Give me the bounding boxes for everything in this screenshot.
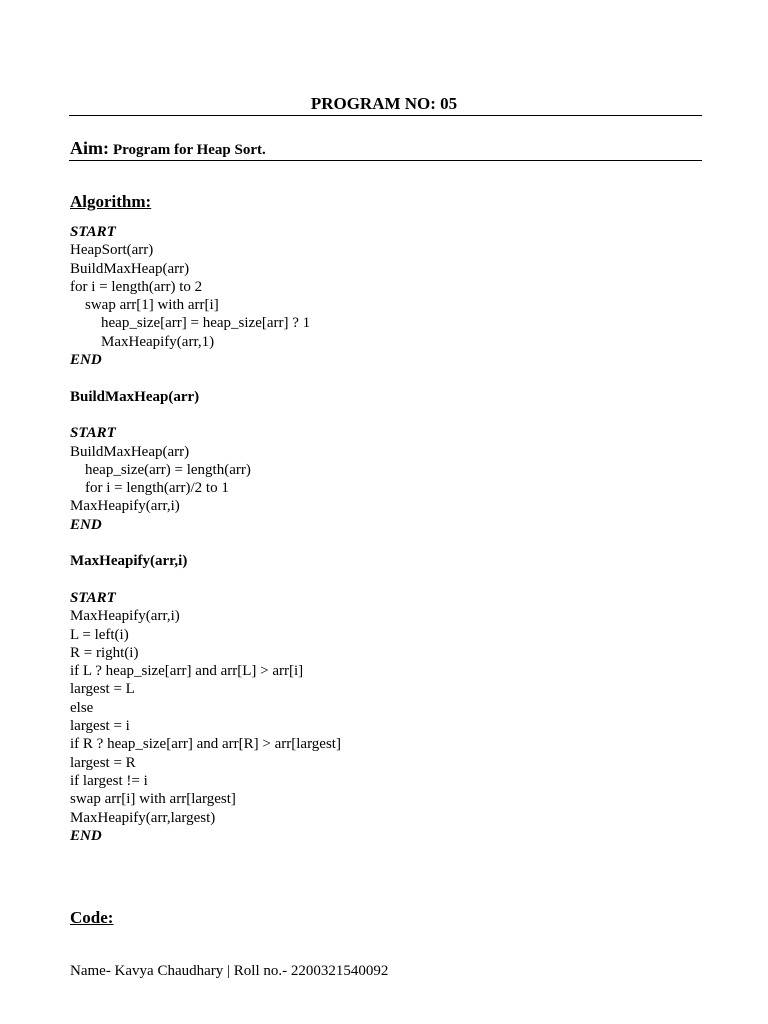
subroutine-heading: BuildMaxHeap(arr) bbox=[70, 388, 200, 405]
algorithm-line: START bbox=[70, 224, 116, 240]
algorithm-line: END bbox=[70, 352, 102, 369]
subroutine-heading: MaxHeapify(arr,i) bbox=[70, 553, 188, 570]
algorithm-line: if R ? heap_size[arr] and arr[R] > arr[largest] bbox=[70, 736, 341, 753]
program-title: PROGRAM NO: 05 bbox=[310, 94, 458, 113]
algorithm-heading: Algorithm: bbox=[70, 192, 152, 211]
title-divider bbox=[69, 115, 702, 116]
code-heading: Code: bbox=[70, 908, 114, 927]
aim-section bbox=[70, 137, 266, 161]
algorithm-line: if largest != i bbox=[70, 772, 148, 789]
algorithm-line: END bbox=[70, 516, 102, 533]
algorithm-blank-line bbox=[70, 571, 341, 589]
algorithm-line: BuildMaxHeap(arr) bbox=[70, 260, 190, 277]
algorithm-line: heap_size[arr] = heap_size[arr] ? 1 bbox=[101, 315, 311, 332]
algorithm-line: largest = R bbox=[70, 754, 136, 771]
algorithm-blank-line bbox=[70, 406, 341, 424]
algorithm-line: for i = length(arr) to 2 bbox=[70, 278, 203, 295]
algorithm-line: else bbox=[70, 699, 94, 716]
algorithm-line: HeapSort(arr) bbox=[70, 242, 154, 259]
algorithm-line: MaxHeapify(arr,largest) bbox=[70, 809, 216, 826]
algorithm-line: largest = L bbox=[70, 681, 135, 698]
page-footer: Name- Kavya Chaudhary | Roll no.- 2200321540092 bbox=[70, 963, 389, 979]
algorithm-line: BuildMaxHeap(arr) bbox=[70, 443, 190, 460]
algorithm-blank-line bbox=[70, 534, 341, 552]
aim-text: Program for Heap Sort. bbox=[113, 142, 266, 158]
algorithm-line: MaxHeapify(arr,i) bbox=[70, 608, 180, 625]
algorithm-line: START bbox=[70, 425, 116, 442]
algorithm-line: MaxHeapify(arr,1) bbox=[101, 333, 215, 350]
algorithm-line: swap arr[i] with arr[largest] bbox=[70, 791, 236, 808]
algorithm-blank-line bbox=[70, 369, 341, 387]
algorithm-line: heap_size(arr) = length(arr) bbox=[85, 461, 251, 478]
algorithm-line: START bbox=[70, 589, 116, 606]
algorithm-line: L = left(i) bbox=[70, 626, 129, 643]
algorithm-line: END bbox=[70, 827, 102, 844]
algorithm-line: R = right(i) bbox=[70, 644, 139, 661]
algorithm-body bbox=[70, 223, 341, 845]
algorithm-line: swap arr[1] with arr[i] bbox=[85, 297, 219, 314]
algorithm-line: largest = i bbox=[70, 718, 130, 735]
aim-divider bbox=[69, 160, 702, 161]
algorithm-line: if L ? heap_size[arr] and arr[L] > arr[i] bbox=[70, 663, 304, 680]
aim-label: Aim: bbox=[70, 138, 109, 158]
algorithm-line: for i = length(arr)/2 to 1 bbox=[85, 480, 229, 497]
algorithm-line: MaxHeapify(arr,i) bbox=[70, 498, 180, 515]
